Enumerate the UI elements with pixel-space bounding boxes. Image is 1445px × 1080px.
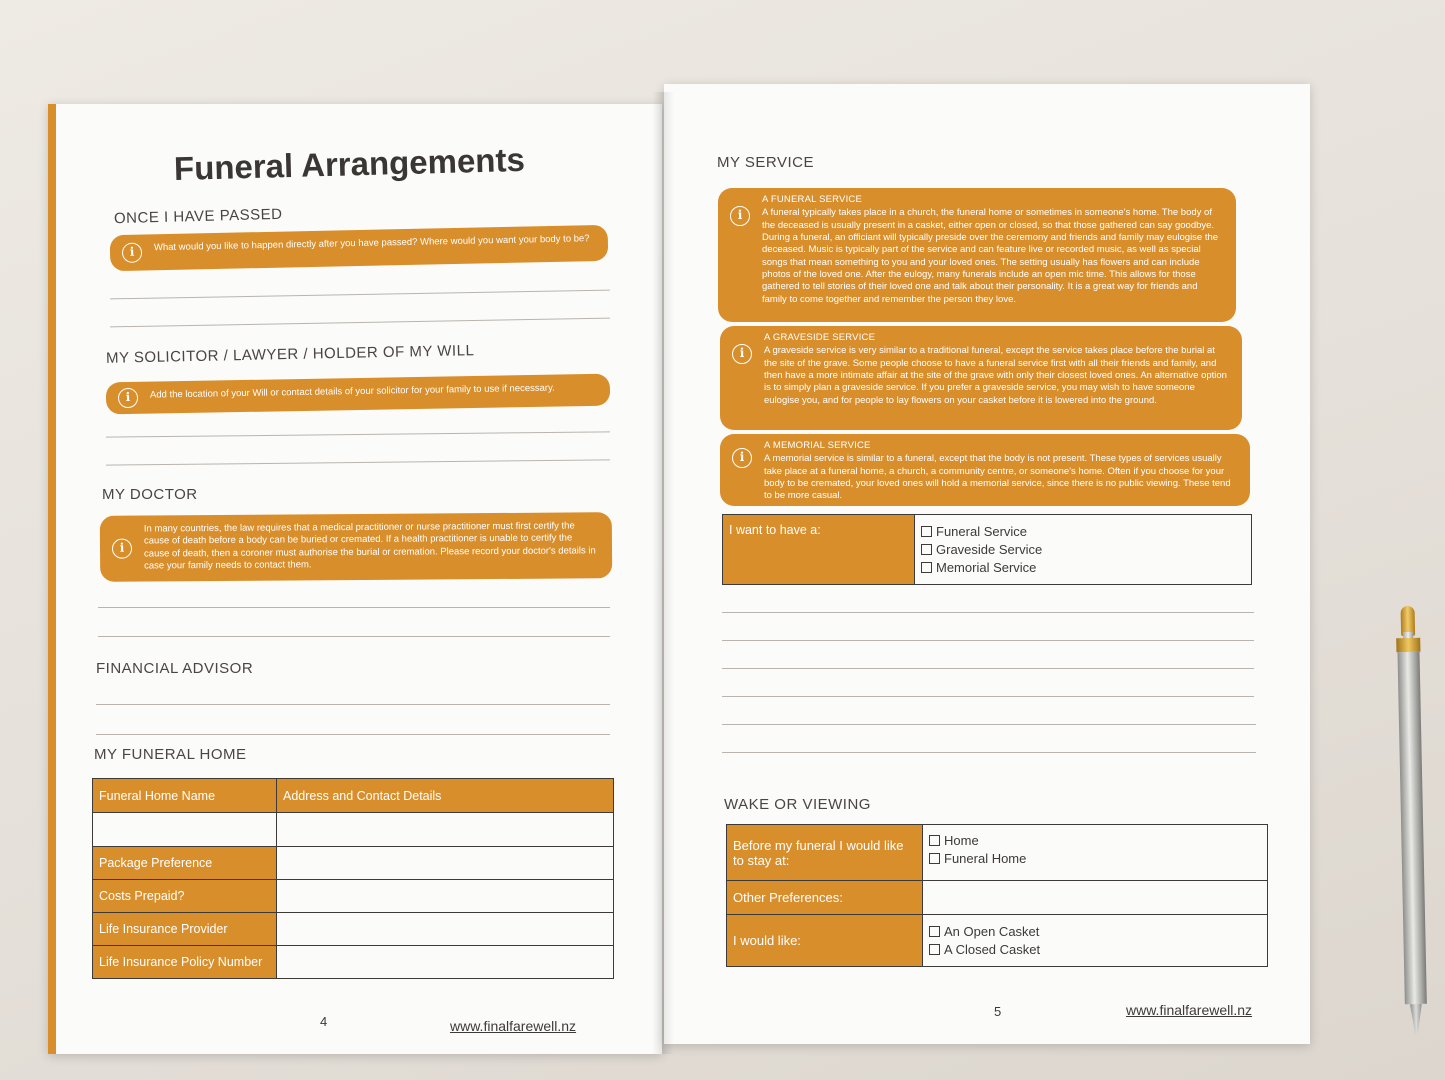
funeral-home-option[interactable]: Funeral Home (929, 849, 1261, 867)
write-line[interactable] (106, 431, 610, 437)
write-line[interactable] (110, 318, 610, 328)
address-contact-header: Address and Contact Details (277, 779, 614, 813)
my-service-heading: MY SERVICE (717, 154, 814, 171)
pen-tip (1410, 1004, 1423, 1034)
write-line[interactable] (722, 752, 1256, 753)
doctor-info-text: In many countries, the law requires that a medical practitioner or nurse practitioner must first certify the cause of death before a body can be buried or cremated. If a health practitioner is unable to certify the cause of death, then a coroner must authorise the burial or cremation. Please record your doctor's details in case your family needs to contact them. (143, 520, 596, 572)
home-option[interactable]: Home (929, 831, 1261, 849)
once-passed-info-text: What would you like to happen directly after you have passed? Where would you want your body to be? (153, 233, 590, 254)
checkbox-icon[interactable] (921, 526, 932, 537)
memorial-service-info (720, 434, 1250, 506)
write-line[interactable] (96, 734, 610, 735)
doctor-heading: MY DOCTOR (102, 486, 198, 503)
write-line[interactable] (98, 607, 610, 608)
checkbox-icon[interactable] (929, 835, 940, 846)
checkbox-icon[interactable] (921, 562, 932, 573)
checkbox-icon[interactable] (929, 944, 940, 955)
once-passed-info (110, 225, 609, 271)
once-passed-heading: ONCE I HAVE PASSED (113, 205, 283, 228)
checkbox-icon[interactable] (921, 544, 932, 555)
memorial-service-title: A MEMORIAL SERVICE (764, 440, 871, 451)
want-to-have-label: I want to have a: (723, 515, 915, 585)
address-contact-cell[interactable] (277, 813, 614, 847)
write-line[interactable] (722, 724, 1256, 725)
casket-options-cell (923, 915, 1268, 967)
other-preferences-cell[interactable] (923, 881, 1268, 915)
graveside-service-text: A graveside service is very similar to a traditional funeral, except the service takes place before the burial at the site of the grave. Some people choose to have a funeral service first with all their friends and family, and then have a more intimate affair at the site of the grave with only their closest loved ones. An alternative option is to simply plan a graveside service. If you prefer a graveside service, you may wish to have someone eulogise you, and for people to lay flowers on your casket before it is lowered into the ground. (764, 345, 1227, 406)
checkbox-icon[interactable] (929, 926, 940, 937)
solicitor-info (106, 374, 610, 415)
funeral-home-table (92, 778, 614, 979)
write-line[interactable] (722, 668, 1254, 669)
other-preferences-label: Other Preferences: (727, 881, 923, 915)
write-line[interactable] (722, 696, 1254, 697)
write-line[interactable] (96, 704, 610, 705)
info-icon: i (732, 448, 752, 468)
service-options-cell (915, 515, 1252, 585)
wake-table (726, 824, 1268, 967)
graveside-service-option[interactable]: Graveside Service (921, 541, 1245, 559)
write-line[interactable] (722, 612, 1254, 613)
pen-band (1396, 638, 1420, 652)
graveside-service-title: A GRAVESIDE SERVICE (764, 332, 876, 343)
package-preference-label: Package Preference (93, 847, 277, 880)
write-line[interactable] (110, 290, 610, 300)
closed-casket-option[interactable]: A Closed Casket (929, 941, 1261, 959)
service-type-table (722, 514, 1252, 585)
life-insurance-provider-label: Life Insurance Provider (93, 913, 277, 946)
funeral-service-option[interactable]: Funeral Service (921, 523, 1245, 541)
solicitor-info-text: Add the location of your Will or contact details of your solicitor for your family to use if necessary. (149, 382, 555, 401)
pen (1394, 606, 1431, 1034)
info-icon: i (732, 344, 752, 364)
info-icon: i (730, 206, 750, 226)
page-title: Funeral Arrangements (173, 140, 526, 187)
doctor-info (100, 512, 612, 582)
info-icon: i (112, 539, 132, 559)
life-insurance-policy-label: Life Insurance Policy Number (93, 946, 277, 979)
stay-at-label: Before my funeral I would like to stay at: (727, 825, 923, 881)
solicitor-heading: MY SOLICITOR / LAWYER / HOLDER OF MY WILL (105, 342, 475, 367)
package-preference-cell[interactable] (277, 847, 614, 880)
life-insurance-provider-cell[interactable] (277, 913, 614, 946)
open-casket-option[interactable]: An Open Casket (929, 923, 1261, 941)
funeral-home-name-cell[interactable] (93, 813, 277, 847)
would-like-label: I would like: (727, 915, 923, 967)
pen-barrel (1397, 652, 1426, 1004)
funeral-home-heading: MY FUNERAL HOME (94, 746, 247, 763)
write-line[interactable] (106, 459, 610, 465)
website-link[interactable]: www.finalfarewell.nz (450, 1018, 577, 1034)
right-page (664, 84, 1310, 1044)
life-insurance-policy-cell[interactable] (277, 946, 614, 979)
funeral-service-title: A FUNERAL SERVICE (762, 194, 863, 205)
checkbox-icon[interactable] (929, 853, 940, 864)
write-line[interactable] (98, 636, 610, 637)
graveside-service-info (720, 326, 1242, 430)
website-link[interactable]: www.finalfarewell.nz (1126, 1002, 1253, 1018)
info-icon: i (122, 243, 142, 263)
funeral-service-text: A funeral typically takes place in a church, the funeral home or sometimes in someone's home. The body of the deceased is usually present in a casket, either open or closed, so that those gathered can say goodbye. During a funeral, an officiant will typically preside over the ceremony and friends and family may eulogise the deceased. Music is typically part of the service and can feature live or recorded music, as well as special songs that mean something to you and your loved ones. The setting usually has flowers and can include photos of the loved one. After the eulogy, many funerals include an open mic time. This allows for those gathered to tell stories of their loved one and talk about their personality. It is a great way for friends and family to come together and remember the person they love. (762, 207, 1219, 305)
stay-options-cell (923, 825, 1268, 881)
funeral-service-info (718, 188, 1236, 322)
memorial-service-text: A memorial service is similar to a funeral, except that the body is not present. These types of services usually take place at a funeral home, a church, a community centre, or someone's home. Often if you choose for your body to be cremated, your loved ones will hold a memorial service, since there is no public viewing. These tend to be more casual. (764, 453, 1231, 502)
left-page (48, 104, 662, 1054)
page-number: 5 (994, 1004, 1002, 1019)
costs-prepaid-cell[interactable] (277, 880, 614, 913)
write-line[interactable] (722, 640, 1254, 641)
funeral-home-name-header: Funeral Home Name (93, 779, 277, 813)
memorial-service-option[interactable]: Memorial Service (921, 559, 1245, 577)
wake-heading: WAKE OR VIEWING (724, 796, 871, 813)
info-icon: i (118, 388, 138, 408)
financial-heading: FINANCIAL ADVISOR (96, 660, 254, 677)
costs-prepaid-label: Costs Prepaid? (93, 880, 277, 913)
page-number: 4 (320, 1014, 328, 1029)
